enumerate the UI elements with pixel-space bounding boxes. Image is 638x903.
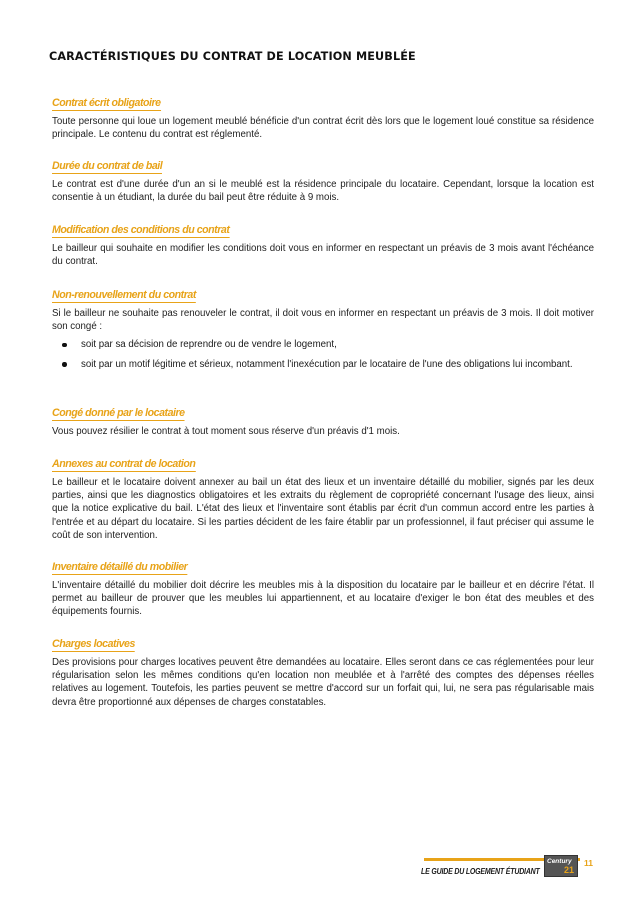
logo-number: 21 (563, 865, 574, 875)
section-duree-bail (52, 156, 594, 204)
list-item (52, 358, 594, 371)
bullet-text: soit par sa décision de reprendre ou de vendre le logement, (81, 339, 337, 351)
bullet-icon (62, 362, 67, 367)
section-body: Si le bailleur ne souhaite pas renouveler le contrat, il doit vous en informer en respectant un préavis de 3 mois. Il doit motiver son congé : (52, 308, 594, 333)
section-contrat-ecrit (52, 93, 594, 141)
section-body: Le contrat est d'une durée d'un an si le meublé est la résidence principale du locataire. Cependant, lorsque la location est consentie à un étudiant, la durée du bail peut être réduite à 9 mois. (52, 179, 594, 204)
section-heading: Congé donné par le locataire (52, 407, 185, 419)
section-body: Des provisions pour charges locatives peuvent être demandées au locataire. Elles seront dans ce cas réglementées pour leur régularisation selon les mêmes conditions qu'en location non meublée et à l'arrêté des comptes des dépenses réelles relatives au logement. Toutefois, les parties peuvent se mettre d'accord sur un forfait qui, lui, ne sera pas régularisable mais devra être proportionné aux dépenses de charges constatables. (52, 657, 594, 708)
section-body: Vous pouvez résilier le contrat à tout moment sous réserve d'un préavis d'1 mois. (52, 426, 400, 437)
section-heading: Modification des conditions du contrat (52, 224, 230, 236)
section-inventaire-mobilier (52, 557, 594, 619)
century21-logo (544, 855, 578, 877)
section-charges-locatives (52, 634, 594, 709)
section-body: Le bailleur et le locataire doivent annexer au bail un état des lieux et un inventaire détaillé du mobilier, signés par les deux parties, ainsi que les diagnostics obligatoires et les extraits du règlement de copropriété concernant l'usage des lieux, ainsi que la notice explicative du bail. L'état des lieux et l'inventaire sont établis par écrit d'un commun accord entre les parties à l'entrée et au départ du locataire. Si les parties décident de les faire établir par un professionnel, il faut préciser qui assume le coût de son intervention. (52, 477, 594, 541)
section-modification-conditions (52, 220, 594, 268)
section-body: Le bailleur qui souhaite en modifier les conditions doit vous en informer en respectant un préavis de 3 mois avant l'échéance du contrat. (52, 243, 594, 268)
section-heading: Durée du contrat de bail (52, 160, 163, 172)
page-title: CARACTÉRISTIQUES DU CONTRAT DE LOCATION MEUBLÉE (49, 50, 416, 63)
bullet-icon (62, 343, 67, 348)
section-body: L'inventaire détaillé du mobilier doit décrire les meubles mis à la disposition du locataire par le bailleur et en décrire l'état. Il permet au bailleur de prouver que les meubles lui appartiennent, et au locataire d'exiger le bon état des meubles et des équipements fournis. (52, 580, 594, 618)
list-item (52, 338, 594, 351)
section-non-renouvellement (52, 285, 594, 377)
section-annexes-contrat (52, 454, 594, 542)
section-body: Toute personne qui loue un logement meublé bénéficie d'un contrat écrit dès lors que le logement loué constitue sa résidence principale. Le contenu du contrat est réglementé. (52, 116, 594, 141)
section-conge-locataire (52, 403, 594, 438)
bullet-list (52, 338, 594, 370)
section-heading: Inventaire détaillé du mobilier (52, 561, 188, 573)
page-number: 11 (584, 858, 593, 868)
logo-text: Century (547, 858, 572, 865)
section-heading: Annexes au contrat de location (52, 458, 196, 470)
bullet-text: soit par un motif légitime et sérieux, notamment l'inexécution par le locataire de l'une des obligations lui incombant. (81, 358, 573, 370)
footer-guide-title: LE GUIDE DU LOGEMENT ÉTUDIANT (421, 866, 540, 876)
section-heading: Non-renouvellement du contrat (52, 289, 196, 301)
section-heading: Contrat écrit obligatoire (52, 97, 161, 109)
section-heading: Charges locatives (52, 638, 135, 650)
